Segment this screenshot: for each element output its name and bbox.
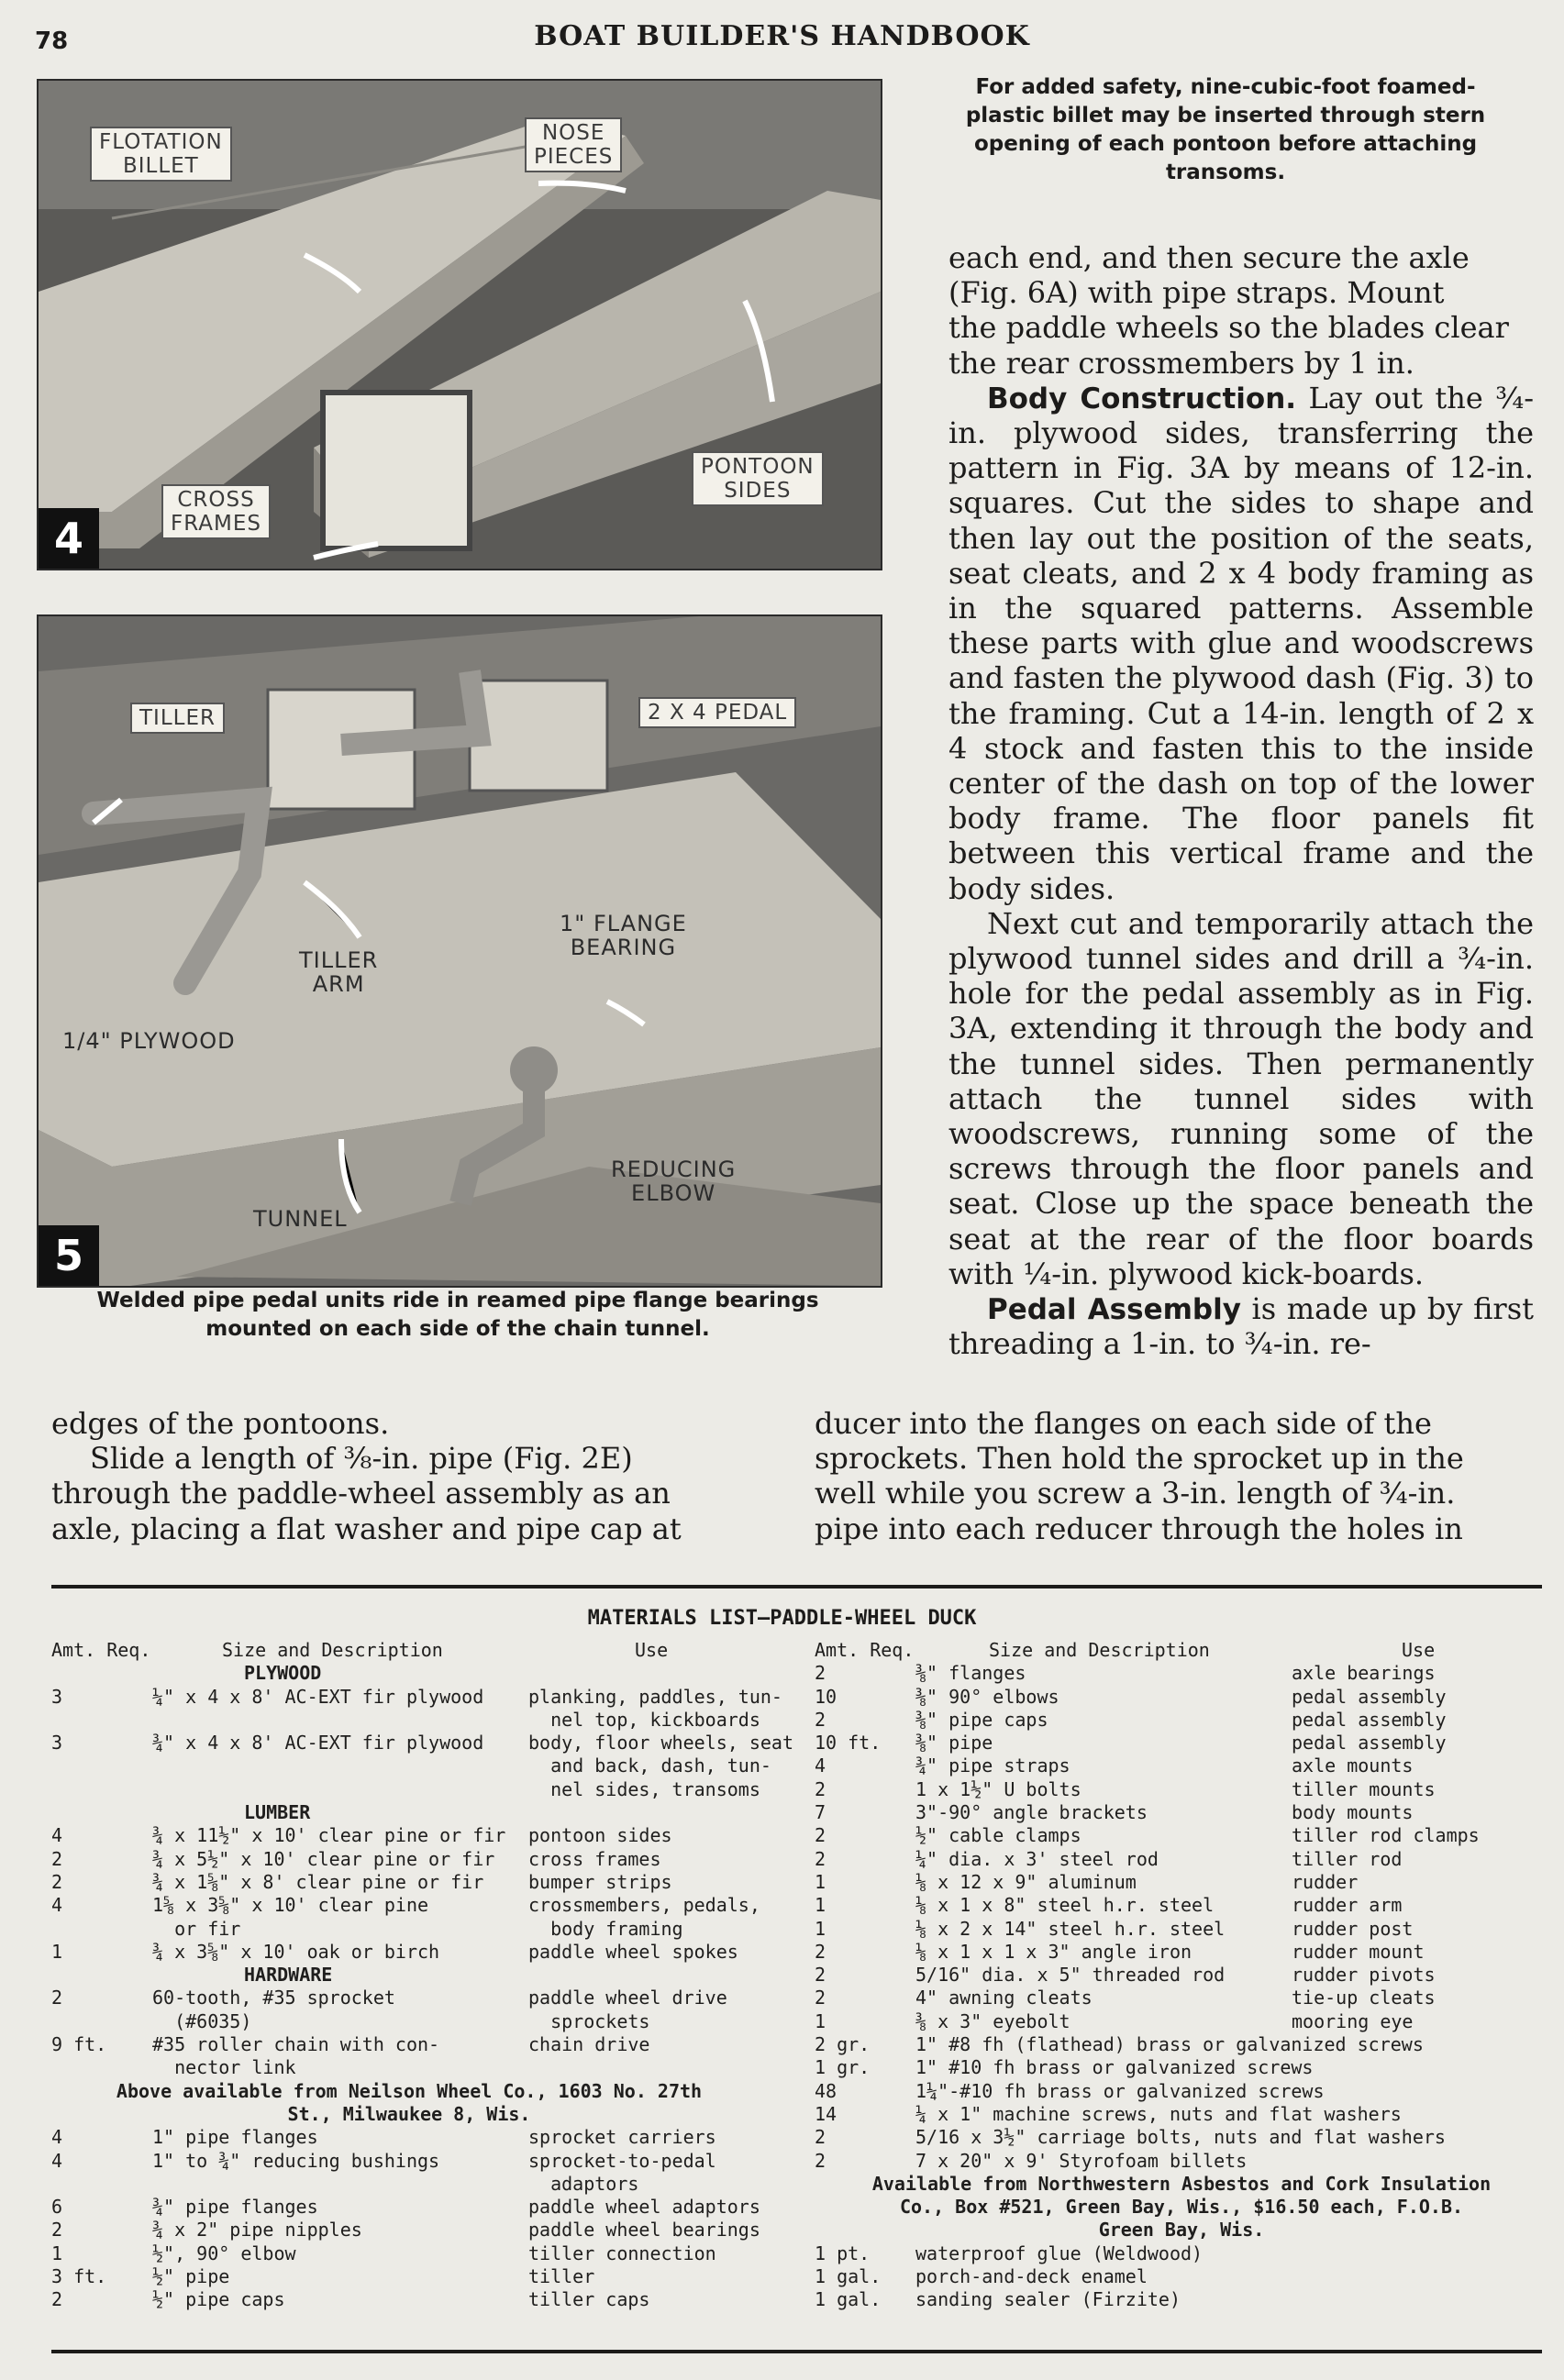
- materials-amount: 4: [51, 2149, 63, 2172]
- materials-description: 1¼"-#10 fh brass or galvanized screws: [915, 2079, 1325, 2102]
- materials-row: [51, 1964, 767, 1987]
- figure-5-caption: Welded pipe pedal units ride in reamed pipe flange bearings mounted on each side of the chain tunnel.: [96, 1289, 819, 1341]
- materials-description: ¾" pipe flanges: [152, 2196, 318, 2219]
- materials-use: tiller rod clamps: [1292, 1824, 1480, 1847]
- materials-use: adaptors: [528, 2172, 639, 2195]
- materials-description: ½" pipe: [152, 2265, 230, 2288]
- materials-row: [51, 2033, 767, 2056]
- materials-row: [51, 2288, 767, 2311]
- materials-row: [51, 1709, 767, 1732]
- materials-description: 7 x 20" x 9' Styrofoam billets: [915, 2149, 1248, 2172]
- materials-description: 1" to ¾" reducing bushings: [152, 2149, 440, 2172]
- materials-row: [815, 2242, 1548, 2265]
- materials-note: Above available from Neilson Wheel Co., 1603 No. 27th: [116, 2079, 703, 2102]
- materials-row: [815, 1871, 1548, 1894]
- materials-description: 1" #10 fh brass or galvanized screws: [915, 2056, 1314, 2079]
- materials-amount: 3: [51, 1732, 63, 1755]
- label-plywood: 1/4" PLYWOOD: [62, 1028, 236, 1054]
- materials-amount: 2: [51, 1847, 63, 1870]
- materials-amount: 2: [51, 1987, 63, 2009]
- materials-amount: 2: [815, 1847, 826, 1870]
- materials-left: [51, 1639, 793, 2312]
- label-tiller-arm: TILLER ARM: [299, 947, 379, 997]
- materials-row: [51, 1894, 767, 1917]
- materials-section-heading: LUMBER: [244, 1801, 311, 1824]
- materials-amount: 7: [815, 1801, 826, 1824]
- materials-row: [51, 1685, 782, 1709]
- materials-description: 5/16" dia. x 5" threaded rod: [915, 1964, 1226, 1987]
- materials-use: nel top, kickboards: [528, 1708, 760, 1731]
- next-cut-paragraph: Next cut and temporarily attach the plywood tunnel sides and drill a ¾-in. hole for the pedal assembly as in Fig. 3A, extending it through the body and the tunnel sides. Then permanently attach the tunnel sides with woodscrews, running some of the screws through the floor panels and seat. Close up the space beneath the seat at the rear of the floor boards with ¼-in. plywood kick-boards.: [948, 905, 1534, 1291]
- materials-amount: 2: [51, 1870, 63, 1893]
- materials-description: #35 roller chain with con-: [152, 2033, 440, 2056]
- materials-row: [51, 2056, 767, 2079]
- materials-use: paddle wheel spokes: [528, 1940, 738, 1963]
- materials-description: porch-and-deck enamel: [915, 2265, 1148, 2288]
- materials-amount: 1: [815, 1870, 826, 1893]
- materials-description: 1⅝ x 3⅝" x 10' clear pine: [152, 1894, 429, 1917]
- materials-row: [51, 1755, 771, 1777]
- materials-amount: 1 pt.: [815, 2242, 871, 2264]
- materials-row: [51, 2010, 767, 2033]
- materials-row: [815, 2288, 1548, 2311]
- materials-amount: 1: [815, 1894, 826, 1917]
- materials-row: [815, 2265, 1548, 2288]
- left-bottom-text: edges of the pontoons. Slide a length of ⅜-in. pipe (Fig. 2E) through the paddle-wheel assembly as an axle, placing a flat washer and pipe cap at: [51, 1406, 682, 1546]
- materials-amount: 1: [51, 2242, 63, 2264]
- materials-description: ⅜" flanges: [915, 1662, 1026, 1685]
- label-flotation-billet: FLOTATION BILLET: [90, 127, 232, 182]
- materials-description: ⅛ x 2 x 14" steel h.r. steel: [915, 1917, 1226, 1940]
- materials-use: nel sides, transoms: [528, 1777, 760, 1800]
- materials-amount: 1: [815, 1917, 826, 1940]
- figure-4-number: 4: [39, 508, 99, 569]
- divider-bottom: [51, 2350, 1542, 2353]
- materials-row: [815, 2080, 1548, 2103]
- materials-amount: 48: [815, 2079, 837, 2102]
- materials-description: 60-tooth, #35 sprocket: [152, 1987, 395, 2009]
- materials-use: sprocket-to-pedal: [528, 2149, 716, 2172]
- materials-amount: 10: [815, 1685, 837, 1708]
- materials-amount: 2: [815, 1987, 826, 2009]
- running-title: BOAT BUILDER'S HANDBOOK: [534, 20, 1030, 52]
- materials-amount: 4: [51, 2126, 63, 2149]
- materials-row: [815, 1755, 1548, 1777]
- materials-description: ¾ x 11½" x 10' clear pine or fir: [152, 1824, 506, 1847]
- materials-amount: 1 gal.: [815, 2265, 882, 2288]
- materials-use: axle mounts: [1292, 1755, 1414, 1777]
- figure-4-photo: [37, 79, 882, 570]
- materials-description: ¾ x 3⅝" x 10' oak or birch: [152, 1940, 440, 1963]
- body-construction-text: Lay out the ¾-in. plywood sides, transferring the pattern in Fig. 3A by means of 12-in. squares. Cut the sides to shape and then lay out the position of the seats, seat cleats, and 2 x 4 body framing as in the squared patterns. Assemble these parts with glue and woodscrews and fasten the plywood dash (Fig. 3) to the framing. Cut a 14-in. length of 2 x 4 stock and fasten this to the inside center of the dash on top of the lower body frame. The floor panels fit between this vertical frame and the body sides.: [948, 380, 1535, 906]
- materials-row: [815, 1801, 1548, 1824]
- materials-use: rudder: [1292, 1870, 1359, 1893]
- materials-description: ¾ x 5½" x 10' clear pine or fir: [152, 1847, 495, 1870]
- materials-description: ½" pipe caps: [152, 2288, 285, 2311]
- materials-description: ½" cable clamps: [915, 1824, 1081, 1847]
- pedal-assembly-text: is made up by first threading a 1-in. to ¾-in. re-: [948, 1291, 1534, 1362]
- materials-amount: 9 ft.: [51, 2033, 107, 2056]
- materials-use: paddle wheel adaptors: [528, 2196, 760, 2219]
- materials-right: [815, 1639, 1548, 2312]
- materials-use: pedal assembly: [1292, 1732, 1447, 1755]
- materials-use: pontoon sides: [528, 1824, 672, 1847]
- materials-description: ¼" x 4 x 8' AC-EXT fir plywood: [152, 1685, 484, 1708]
- materials-row: [51, 1941, 767, 1964]
- label-flange-bearing: 1" FLANGE BEARING: [560, 911, 687, 960]
- materials-description: (#6035): [152, 2009, 252, 2032]
- materials-row: [51, 2196, 767, 2219]
- materials-row: [815, 1964, 1548, 1987]
- materials-description: ¾ x 2" pipe nipples: [152, 2219, 362, 2242]
- materials-use: paddle wheel bearings: [528, 2219, 760, 2242]
- materials-use: body, floor wheels, seat: [528, 1732, 793, 1755]
- materials-amount: 2: [815, 1708, 826, 1731]
- materials-amount: 3 ft.: [51, 2265, 107, 2288]
- materials-row: [815, 1662, 1548, 1685]
- materials-row: [815, 1987, 1548, 2009]
- materials-use: chain drive: [528, 2033, 650, 2056]
- materials-use: rudder post: [1292, 1917, 1414, 1940]
- materials-amount: 1 gal.: [815, 2288, 882, 2311]
- materials-row: [815, 2033, 1548, 2056]
- materials-description: ⅜" 90° elbows: [915, 1685, 1059, 1708]
- materials-note: Available from Northwestern Asbestos and Cork Insulation: [871, 2172, 1492, 2195]
- materials-amount: 4: [815, 1755, 826, 1777]
- materials-use: bumper strips: [528, 1870, 672, 1893]
- materials-amount: 4: [51, 1894, 63, 1917]
- materials-description: ¾" pipe straps: [915, 1755, 1070, 1777]
- label-pontoon-sides: PONTOON SIDES: [692, 451, 824, 506]
- materials-use: sprockets: [528, 2009, 650, 2032]
- materials-row: [815, 2056, 1548, 2079]
- materials-use: paddle wheel drive: [528, 1987, 727, 2009]
- materials-row: [815, 1894, 1548, 1917]
- materials-row: [815, 2103, 1548, 2126]
- materials-row: [815, 2010, 1548, 2033]
- page-number: 78: [35, 28, 69, 55]
- divider-top: [51, 1585, 1542, 1589]
- materials-description: 1 x 1½" U bolts: [915, 1777, 1081, 1800]
- label-2x4-pedal: 2 X 4 PEDAL: [638, 697, 796, 728]
- materials-use: pedal assembly: [1292, 1685, 1447, 1708]
- materials-amount: 3: [51, 1685, 63, 1708]
- materials-amount: 2: [815, 2126, 826, 2149]
- materials-amount: 1 gr.: [815, 2056, 871, 2079]
- materials-use: rudder arm: [1292, 1894, 1403, 1917]
- materials-description: 5/16 x 3½" carriage bolts, nuts and flat washers: [915, 2126, 1446, 2149]
- materials-row: [51, 2242, 767, 2265]
- materials-description: sanding sealer (Firzite): [915, 2288, 1181, 2311]
- materials-description: ⅜" pipe caps: [915, 1708, 1048, 1731]
- materials-row: [51, 1824, 767, 1847]
- materials-use: axle bearings: [1292, 1662, 1436, 1685]
- materials-amount: 2 gr.: [815, 2033, 871, 2056]
- materials-description: ¼ x 1" machine screws, nuts and flat washers: [915, 2102, 1402, 2125]
- label-cross-frames: CROSS FRAMES: [161, 484, 271, 539]
- materials-row: [815, 2173, 1548, 2196]
- materials-amount: 10 ft.: [815, 1732, 882, 1755]
- materials-description: or fir: [152, 1917, 241, 1940]
- materials-use: and back, dash, tun-: [528, 1755, 771, 1777]
- materials-row: [51, 2173, 767, 2196]
- materials-row: [51, 2103, 767, 2126]
- materials-row: [815, 1848, 1548, 1871]
- right-column-text: each end, and then secure the axle (Fig. 6A) with pipe straps. Mount the paddle wheels so the blades clear the rear crossmembers by 1 in. Body Construction. Lay out the ¾-in. plywood sides, transferring the pattern in Fig. 3A by means of 12-in. squares. Cut the sides to shape and then lay out the position of the seats, seat cleats, and 2 x 4 body framing as in the squared patterns. Assemble these parts with glue and woodscrews and fasten the plywood dash (Fig. 3) to the framing. Cut a 14-in. length of 2 x 4 stock and fasten this to the inside center of the dash on top of the lower body frame. The floor panels fit between this vertical frame and the body sides. Next cut and temporarily attach the plywood tunnel sides and drill a ¾-in. hole for the pedal assembly as in Fig. 3A, extending it through the body and the tunnel sides. Then permanently attach the tunnel sides with woodscrews, running some of the screws through the floor panels and seat. Close up the space beneath the seat at the rear of the floor boards with ¼-in. plywood kick-boards. Pedal Assembly is made up by first threading a 1-in. to ¾-in. re-: [948, 240, 1535, 1362]
- materials-row: [815, 1709, 1548, 1732]
- materials-description: ½", 90° elbow: [152, 2242, 296, 2264]
- materials-amount: 2: [815, 1777, 826, 1800]
- materials-amount: 14: [815, 2102, 837, 2125]
- materials-use: tiller caps: [528, 2288, 650, 2311]
- materials-row: [51, 1778, 767, 1801]
- label-reducing-elbow: REDUCING ELBOW: [611, 1157, 737, 1206]
- materials-amount: 2: [815, 2149, 826, 2172]
- materials-description: ⅛ x 12 x 9" aluminum: [915, 1870, 1137, 1893]
- materials-description: ⅛ x 1 x 1 x 3" angle iron: [915, 1940, 1192, 1963]
- materials-right-header: Amt. Req. Size and Description Use: [815, 1639, 1436, 1661]
- materials-row: [51, 1848, 767, 1871]
- materials-row: [51, 1987, 767, 2009]
- materials-use: rudder mount: [1292, 1940, 1425, 1963]
- materials-use: body mounts: [1292, 1801, 1414, 1824]
- materials-left-header: Amt. Req. Size and Description Use: [51, 1639, 669, 1661]
- materials-section-heading: PLYWOOD: [244, 1662, 322, 1685]
- figure-5-photo: [37, 614, 882, 1288]
- materials-description: 4" awning cleats: [915, 1987, 1093, 2009]
- materials-description: nector link: [152, 2056, 296, 2079]
- materials-row: [815, 1686, 1548, 1709]
- materials-use: crossmembers, pedals,: [528, 1894, 760, 1917]
- materials-description: 3"-90° angle brackets: [915, 1801, 1148, 1824]
- materials-row: [51, 1871, 767, 1894]
- materials-use: sprocket carriers: [528, 2126, 716, 2149]
- materials-use: pedal assembly: [1292, 1708, 1447, 1731]
- materials-use: mooring eye: [1292, 2009, 1414, 2032]
- figure-5-number: 5: [39, 1225, 99, 1286]
- materials-row: [815, 2126, 1548, 2149]
- materials-description: ⅛ x 1 x 8" steel h.r. steel: [915, 1894, 1215, 1917]
- materials-note: Co., Box #521, Green Bay, Wis., $16.50 each, F.O.B.: [899, 2196, 1464, 2219]
- materials-use: planking, paddles, tun-: [528, 1685, 782, 1708]
- materials-amount: 1: [815, 2009, 826, 2032]
- label-tiller: TILLER: [130, 703, 225, 734]
- materials-use: tiller mounts: [1292, 1777, 1436, 1800]
- materials-row: [51, 2126, 767, 2149]
- materials-row: [51, 2150, 767, 2173]
- materials-amount: 2: [815, 1940, 826, 1963]
- materials-amount: 2: [815, 1964, 826, 1987]
- materials-amount: 4: [51, 1824, 63, 1847]
- materials-use: rudder pivots: [1292, 1964, 1436, 1987]
- materials-use: tie-up cleats: [1292, 1987, 1436, 2009]
- label-nose-pieces: NOSE PIECES: [525, 117, 622, 172]
- materials-description: 1" #8 fh (flathead) brass or galvanized screws: [915, 2033, 1424, 2056]
- materials-row: [51, 2219, 767, 2242]
- materials-note: Green Bay, Wis.: [1098, 2219, 1265, 2242]
- materials-row: [51, 1732, 793, 1755]
- materials-row: [815, 1778, 1548, 1801]
- materials-row: [51, 2265, 767, 2288]
- materials-use: tiller rod: [1292, 1847, 1403, 1870]
- materials-use: cross frames: [528, 1847, 661, 1870]
- materials-row: [815, 1918, 1548, 1941]
- materials-description: 1" pipe flanges: [152, 2126, 318, 2149]
- materials-description: ⅜" pipe: [915, 1732, 993, 1755]
- materials-row: [815, 1941, 1548, 1964]
- materials-amount: 2: [815, 1824, 826, 1847]
- body-construction-heading: Body Construction.: [987, 382, 1297, 415]
- materials-use: tiller connection: [528, 2242, 716, 2264]
- materials-amount: 2: [51, 2219, 63, 2242]
- pedal-assembly-heading: Pedal Assembly: [987, 1293, 1241, 1327]
- label-tunnel: TUNNEL: [253, 1206, 348, 1232]
- materials-description: waterproof glue (Weldwood): [915, 2242, 1204, 2264]
- materials-amount: 2: [815, 1662, 826, 1685]
- materials-description: ⅜ x 3" eyebolt: [915, 2009, 1070, 2032]
- materials-row: [815, 2150, 1548, 2173]
- materials-description: ¼" dia. x 3' steel rod: [915, 1847, 1159, 1870]
- materials-note: St., Milwaukee 8, Wis.: [287, 2102, 531, 2125]
- materials-amount: 2: [51, 2288, 63, 2311]
- materials-section-heading: HARDWARE: [244, 1964, 333, 1987]
- materials-row: [815, 1824, 1548, 1847]
- materials-description: ¾ x 1⅝" x 8' clear pine or fir: [152, 1870, 484, 1893]
- materials-use: body framing: [528, 1917, 683, 1940]
- materials-use: tiller: [528, 2265, 595, 2288]
- materials-row: [51, 1662, 767, 1685]
- materials-amount: 1: [51, 1940, 63, 1963]
- materials-amount: 6: [51, 2196, 63, 2219]
- materials-description: ¾" x 4 x 8' AC-EXT fir plywood: [152, 1732, 484, 1755]
- materials-row: [51, 2080, 767, 2103]
- materials-row: [815, 2196, 1548, 2219]
- materials-row: [51, 1801, 767, 1824]
- materials-row: [815, 1732, 1548, 1755]
- right-bottom-text: ducer into the flanges on each side of the sprockets. Then hold the sprocket up in the well while you screw a 3-in. length of ¾-in. pipe into each reducer through the holes in: [815, 1406, 1464, 1546]
- materials-row: [815, 2219, 1548, 2242]
- materials-title: MATERIALS LIST—PADDLE-WHEEL DUCK: [587, 1607, 977, 1630]
- materials-row: [51, 1918, 767, 1941]
- figure-4-caption: For added safety, nine-cubic-foot foamed- plastic billet may be inserted through stern opening of each pontoon before attaching transoms.: [965, 75, 1486, 184]
